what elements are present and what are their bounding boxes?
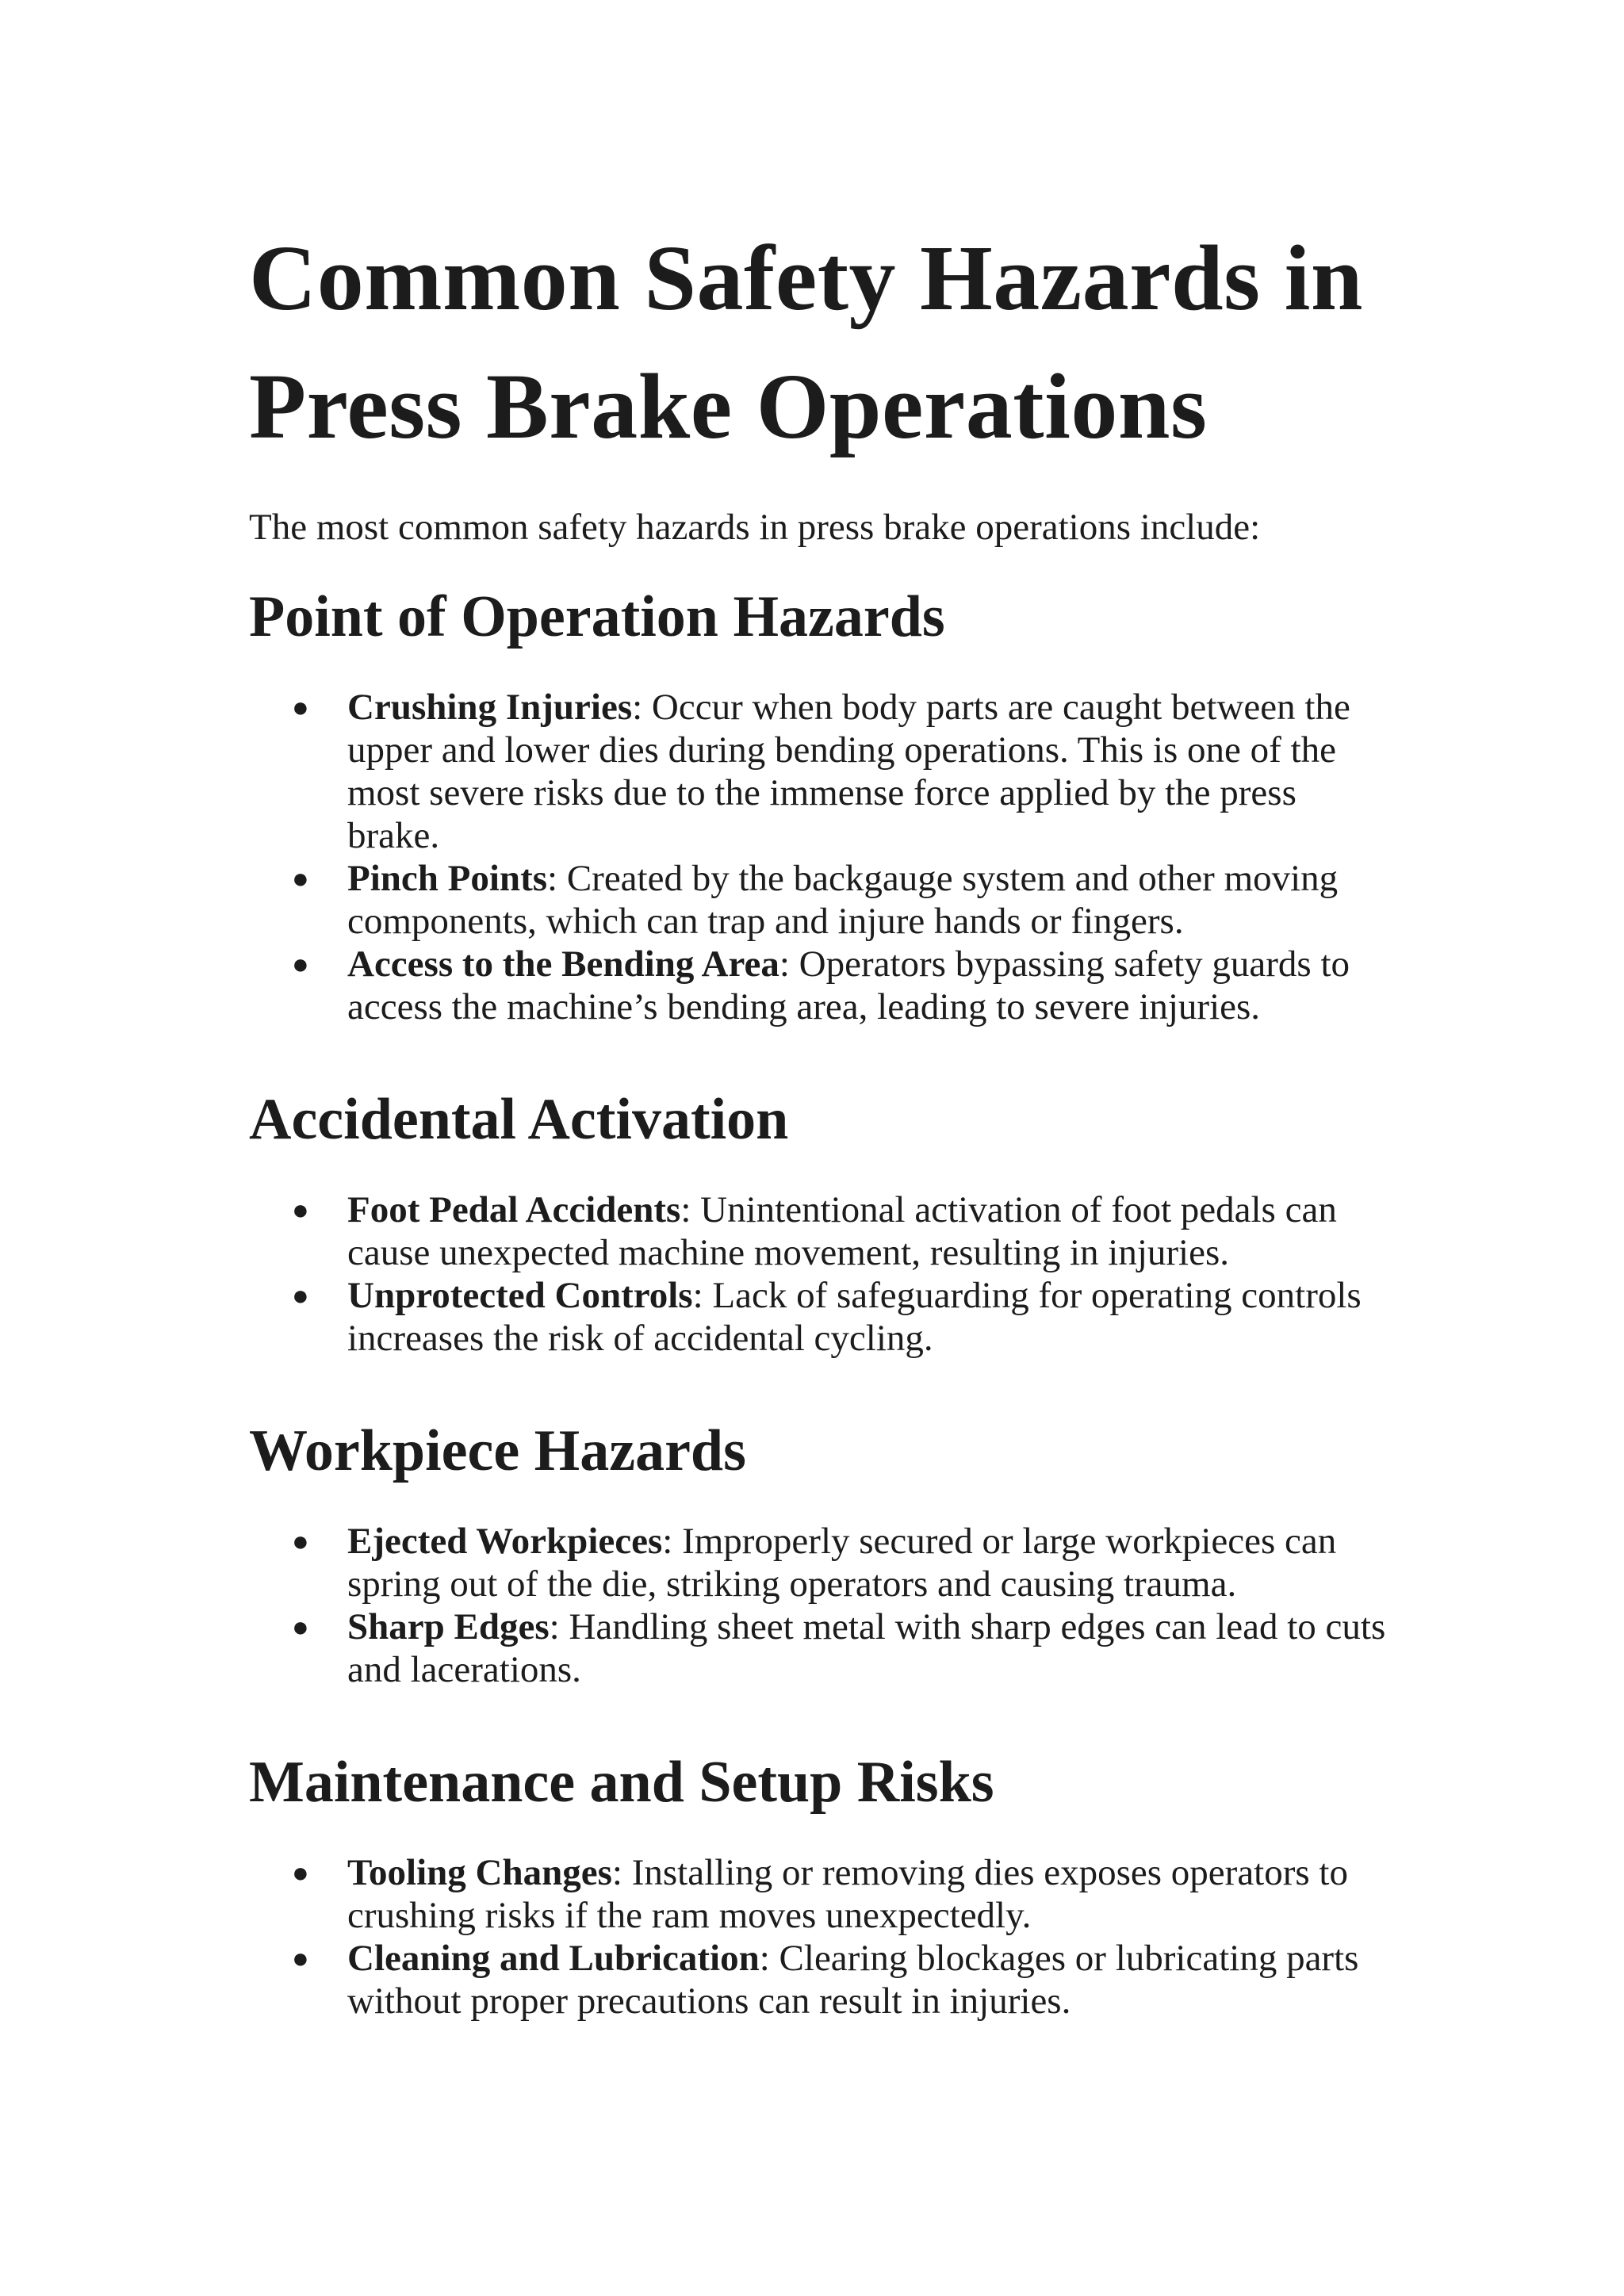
section-workpiece-hazards [249,1415,1391,1691]
bullet-icon: ● [292,948,309,980]
hazard-list [249,1851,1391,2022]
section-heading: Maintenance and Setup Risks [249,1750,994,1815]
section-heading: Workpiece Hazards [249,1418,746,1483]
hazard-description: : Operators bypassing safety guards to access the machine’s bending area, leading to severe injuries. [347,943,1350,1027]
bullet-icon: ● [292,1942,309,1974]
page-title: Common Safety Hazards in Press Brake Operations [249,226,1364,458]
intro-paragraph: The most common safety hazards in press brake operations include: [249,507,1261,548]
hazard-description: : Clearing blockages or lubricating parts without proper precautions can result in injuries. [347,1938,1359,2022]
hazard-description: : Occur when body parts are caught between the upper and lower dies during bending operations. This is one of the most severe risks due to the immense force applied by the press brake. [347,687,1350,856]
list-item [249,1520,1391,1605]
bullet-icon: ● [292,863,309,894]
section-accidental-activation [249,1084,1391,1360]
hazard-term: Foot Pedal Accidents [347,1189,681,1230]
bullet-icon: ● [292,1611,309,1643]
list-item [249,1937,1391,2022]
hazard-description: : Improperly secured or large workpieces can spring out of the die, striking operators and causing trauma. [347,1521,1337,1605]
bullet-icon: ● [292,1857,309,1888]
section-point-of-operation [249,581,1391,1028]
section-heading: Accidental Activation [249,1087,789,1152]
hazard-description: : Handling sheet metal with sharp edges can lead to cuts and lacerations. [347,1606,1386,1690]
hazard-term: Access to the Bending Area [347,943,779,985]
hazard-list [249,1520,1391,1691]
list-item [249,1274,1391,1360]
hazard-term: Cleaning and Lubrication [347,1938,760,1979]
list-item [249,686,1391,857]
section-maintenance-setup [249,1747,1391,2022]
list-item [249,1851,1391,1937]
bullet-icon: ● [292,691,309,723]
hazard-list [249,686,1391,1028]
list-item [249,1188,1391,1274]
bullet-icon: ● [292,1525,309,1557]
hazard-term: Pinch Points [347,858,548,899]
document-page [249,214,1391,2022]
bullet-icon: ● [292,1280,309,1311]
hazard-description: : Created by the backgauge system and other moving components, which can trap and injure hands or fingers. [347,858,1339,942]
section-heading: Point of Operation Hazards [249,584,945,649]
hazard-list [249,1188,1391,1360]
list-item [249,1605,1391,1691]
hazard-term: Ejected Workpieces [347,1521,663,1562]
hazard-description: : Unintentional activation of foot pedals can cause unexpected machine movement, resulting in injuries. [347,1189,1337,1273]
bullet-icon: ● [292,1194,309,1226]
list-item [249,943,1391,1028]
hazard-term: Crushing Injuries [347,687,633,728]
hazard-term: Unprotected Controls [347,1275,693,1316]
hazard-term: Sharp Edges [347,1606,550,1647]
hazard-description: : Lack of safeguarding for operating controls increases the risk of accidental cycling. [347,1275,1362,1359]
hazard-description: : Installing or removing dies exposes operators to crushing risks if the ram moves unexpectedly. [347,1852,1348,1936]
hazard-term: Tooling Changes [347,1852,612,1893]
list-item [249,857,1391,943]
